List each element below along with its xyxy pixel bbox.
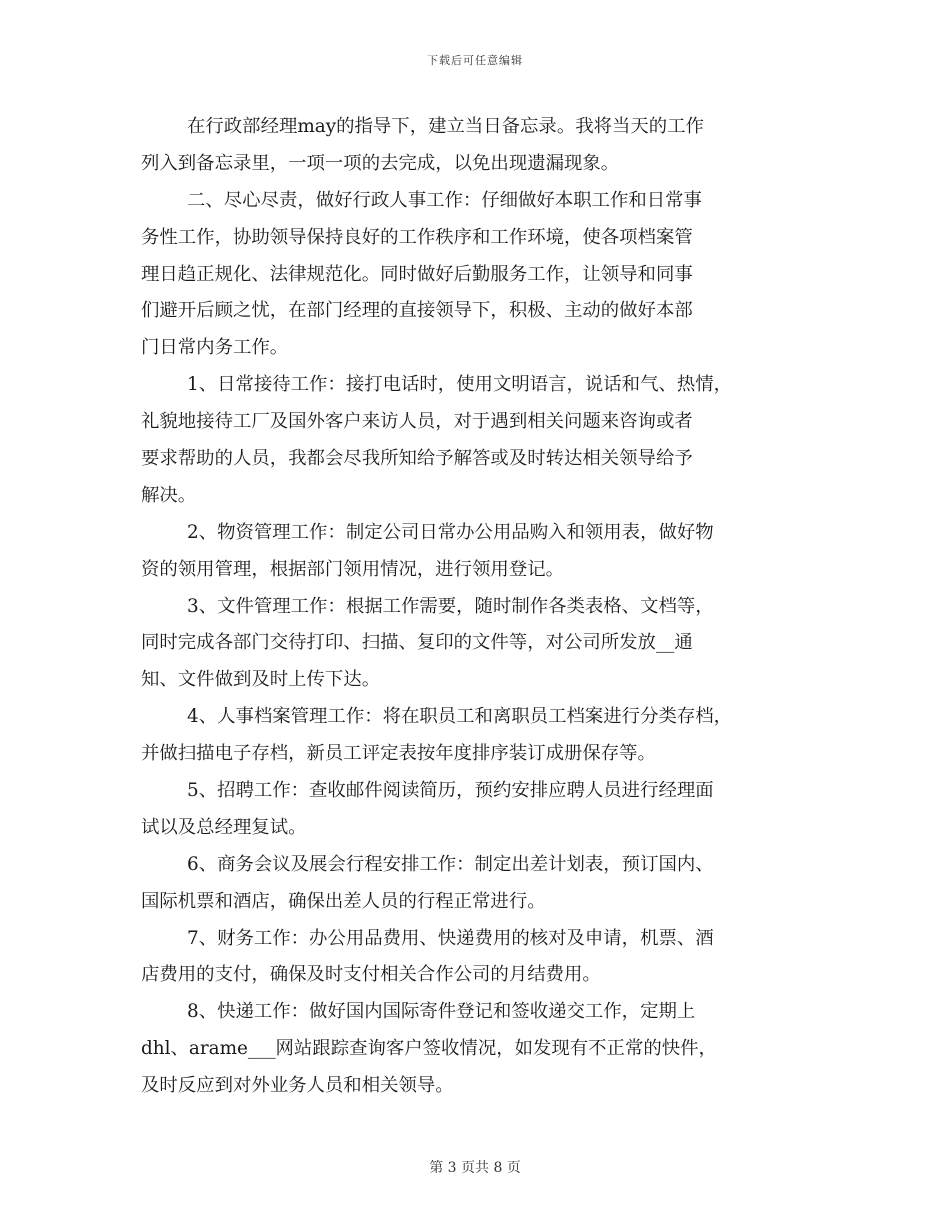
text-line: 及时反应到对外业务人员和相关领导。 xyxy=(141,1075,454,1097)
text-line: 6、商务会议及展会行程安排工作：制定出差计划表，预订国内、 xyxy=(187,853,714,875)
text-line: 在行政部经理may的指导下，建立当日备忘录。我将当天的工作 xyxy=(187,116,704,137)
text-line: 们避开后顾之忧，在部门经理的直接领导下，积极、主动的做好本部 xyxy=(141,300,693,322)
paragraph xyxy=(141,109,811,183)
paragraph xyxy=(141,773,811,847)
text-line: 理日趋正规化、法律规范化。同时做好后勤服务工作，让领导和同事 xyxy=(141,263,693,285)
text-line: 1、日常接待工作：接打电话时，使用文明语言，说话和气、热情， xyxy=(187,374,733,396)
paragraph xyxy=(141,589,811,700)
text-line: 7、财务工作：办公用品费用、快递费用的核对及申请，机票、酒 xyxy=(187,927,714,949)
text-line: 8、快递工作：做好国内国际寄件登记和签收递交工作，定期上 xyxy=(187,1001,696,1023)
text-line: 3、文件管理工作：根据工作需要，随时制作各类表格、文档等， xyxy=(187,595,714,617)
text-line: 二、尽心尽责，做好行政人事工作：仔细做好本职工作和日常事 xyxy=(187,189,702,211)
text-line: 门日常内务工作。 xyxy=(141,337,289,359)
text-line: 同时完成各部门交待打印、扫描、复印的文件等，对公司所发放__通 xyxy=(141,632,693,654)
page-footer: 第 3 页共 8 页 xyxy=(429,1160,521,1176)
text-line: 店费用的支付，确保及时支付相关合作公司的月结费用。 xyxy=(141,964,601,986)
text-line: 5、招聘工作：查收邮件阅读简历，预约安排应聘人员进行经理面 xyxy=(187,780,714,802)
text-line: 2、物资管理工作：制定公司日常办公用品购入和领用表，做好物 xyxy=(187,521,714,543)
text-line: 务性工作，协助领导保持良好的工作秩序和工作环境，使各项档案管 xyxy=(141,226,693,248)
paragraph xyxy=(141,994,811,1105)
text-line: 并做扫描电子存档，新员工评定表按年度排序装订成册保存等。 xyxy=(141,743,656,765)
text-line: dhl、arame___网站跟踪查询客户签收情况，如发现有不正常的快件， xyxy=(141,1038,717,1060)
paragraph xyxy=(141,847,811,921)
paragraph xyxy=(141,367,811,515)
text-line: 礼貌地接待工厂及国外客户来访人员，对于遇到相关问题来咨询或者 xyxy=(141,411,693,433)
text-line: 资的领用管理，根据部门领用情况，进行领用登记。 xyxy=(141,558,564,580)
text-line: 知、文件做到及时上传下达。 xyxy=(141,669,381,691)
paragraph xyxy=(141,515,811,589)
text-line: 试以及总经理复试。 xyxy=(141,816,307,838)
text-line: 国际机票和酒店，确保出差人员的行程正常进行。 xyxy=(141,890,546,912)
page-header: 下载后可任意编辑 xyxy=(427,54,523,67)
text-line: 4、人事档案管理工作：将在职员工和离职员工档案进行分类存档， xyxy=(187,706,733,728)
paragraph xyxy=(141,183,811,367)
paragraph xyxy=(141,921,811,995)
text-line: 要求帮助的人员，我都会尽我所知给予解答或及时转达相关领导给予 xyxy=(141,448,693,470)
paragraph xyxy=(141,699,811,773)
text-line: 列入到备忘录里，一项一项的去完成，以免出现遗漏现象。 xyxy=(141,152,620,174)
text-line: 解决。 xyxy=(141,484,197,506)
document-body xyxy=(141,109,811,1105)
